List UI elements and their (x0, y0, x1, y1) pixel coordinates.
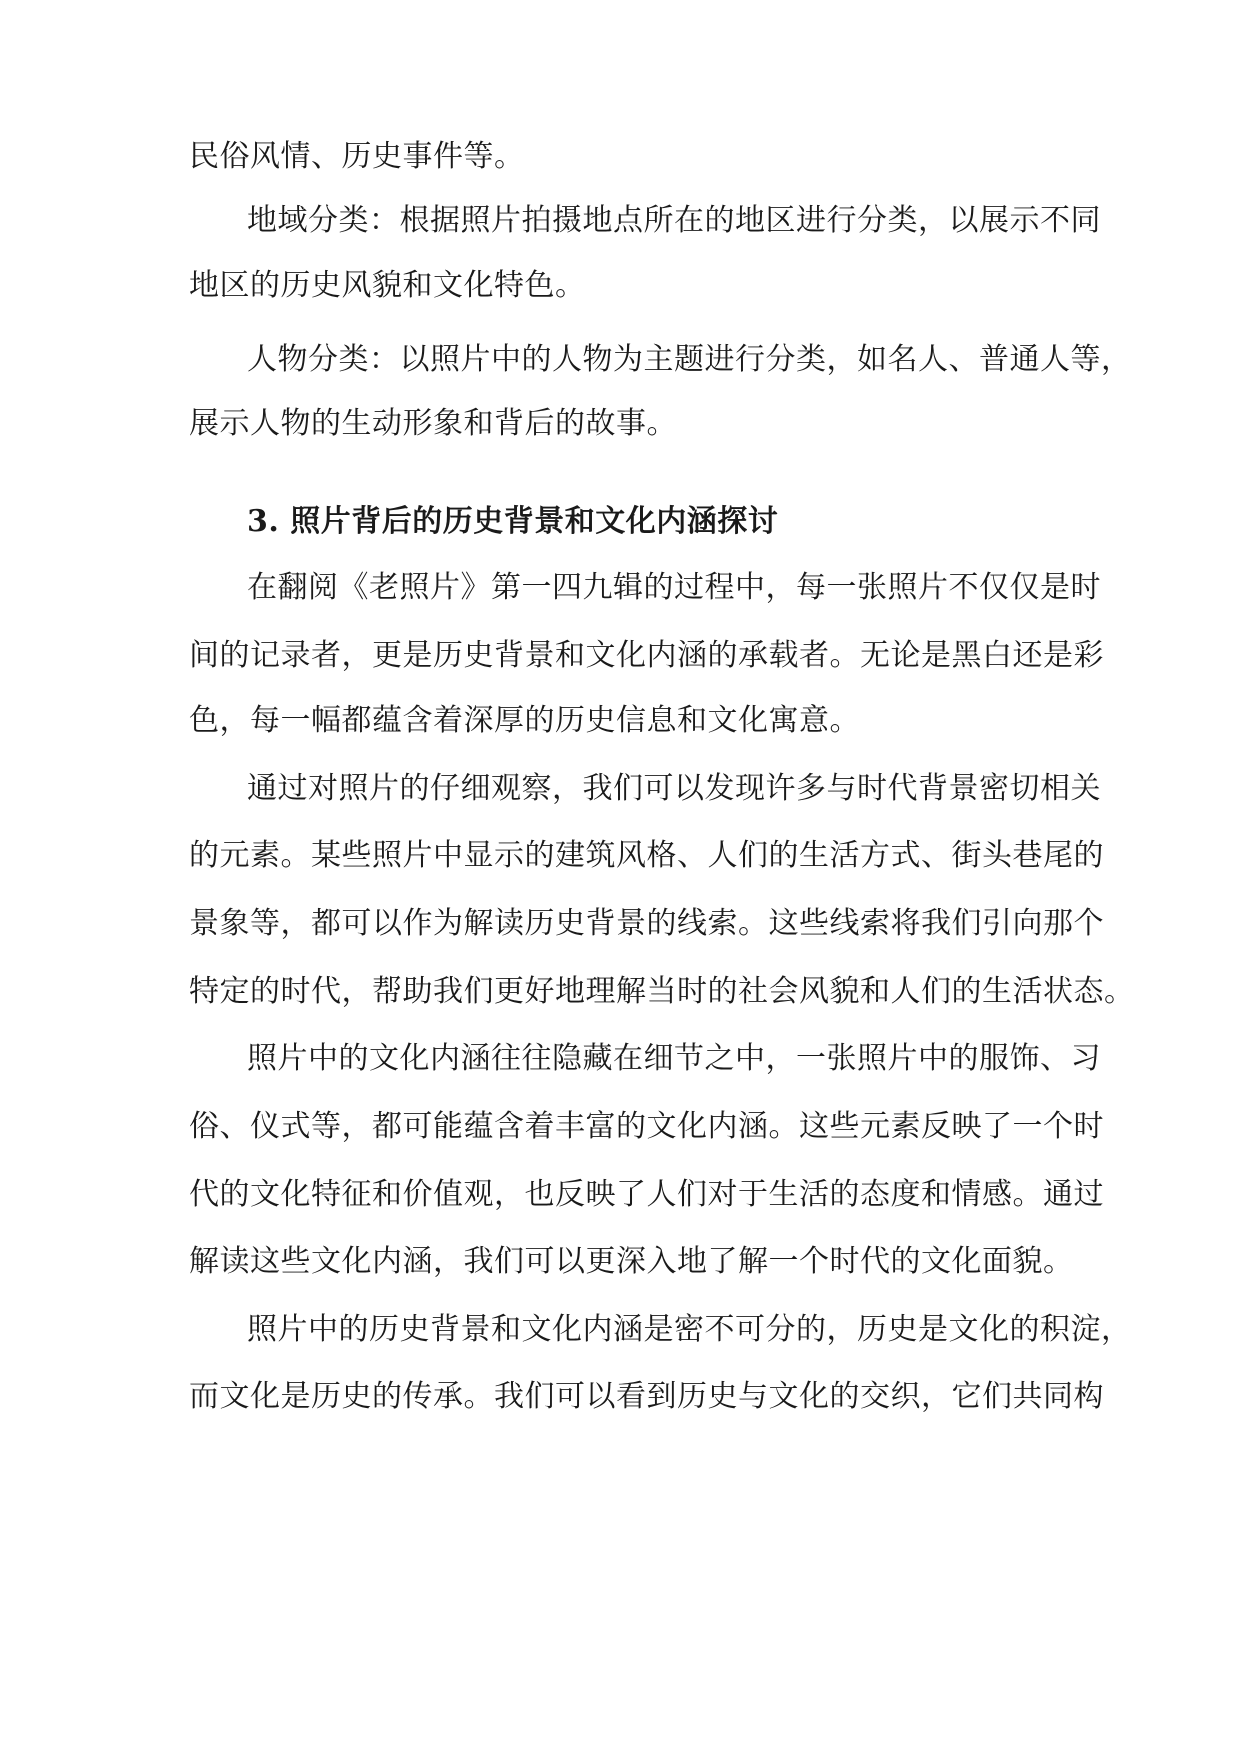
paragraph-line: 在翻阅《老照片》第一四九辑的过程中，每一张照片不仅仅是时 (247, 570, 1101, 605)
paragraph-line: 地区的历史风貌和文化特色。 (189, 268, 586, 303)
paragraph-line: 人物分类：以照片中的人物为主题进行分类，如名人、普通人等， (247, 342, 1132, 377)
paragraph-line: 景象等，都可以作为解读历史背景的线索。这些线索将我们引向那个 (189, 906, 1104, 941)
paragraph-line: 民俗风情、历史事件等。 (189, 139, 525, 174)
paragraph-line: 色，每一幅都蕴含着深厚的历史信息和文化寓意。 (189, 703, 860, 738)
paragraph-line: 照片中的历史背景和文化内涵是密不可分的，历史是文化的积淀， (247, 1312, 1132, 1347)
paragraph-line: 通过对照片的仔细观察，我们可以发现许多与时代背景密切相关 (247, 771, 1101, 806)
paragraph-line: 展示人物的生动形象和背后的故事。 (189, 406, 677, 441)
paragraph-line: 间的记录者，更是历史背景和文化内涵的承载者。无论是黑白还是彩 (189, 638, 1104, 673)
paragraph-line: 的元素。某些照片中显示的建筑风格、人们的生活方式、街头巷尾的 (189, 838, 1104, 873)
paragraph-line: 俗、仪式等，都可能蕴含着丰富的文化内涵。这些元素反映了一个时 (189, 1109, 1104, 1144)
section-heading: 3. 照片背后的历史背景和文化内涵探讨 (247, 504, 779, 539)
paragraph-line: 照片中的文化内涵往往隐藏在细节之中，一张照片中的服饰、习 (247, 1041, 1101, 1076)
paragraph-line: 地域分类：根据照片拍摄地点所在的地区进行分类，以展示不同 (247, 203, 1101, 238)
paragraph-line: 解读这些文化内涵，我们可以更深入地了解一个时代的文化面貌。 (189, 1244, 1074, 1279)
paragraph-line: 而文化是历史的传承。我们可以看到历史与文化的交织，它们共同构 (189, 1379, 1104, 1414)
paragraph-line: 特定的时代，帮助我们更好地理解当时的社会风貌和人们的生活状态。 (189, 974, 1135, 1009)
paragraph-line: 代的文化特征和价值观，也反映了人们对于生活的态度和情感。通过 (189, 1177, 1104, 1212)
